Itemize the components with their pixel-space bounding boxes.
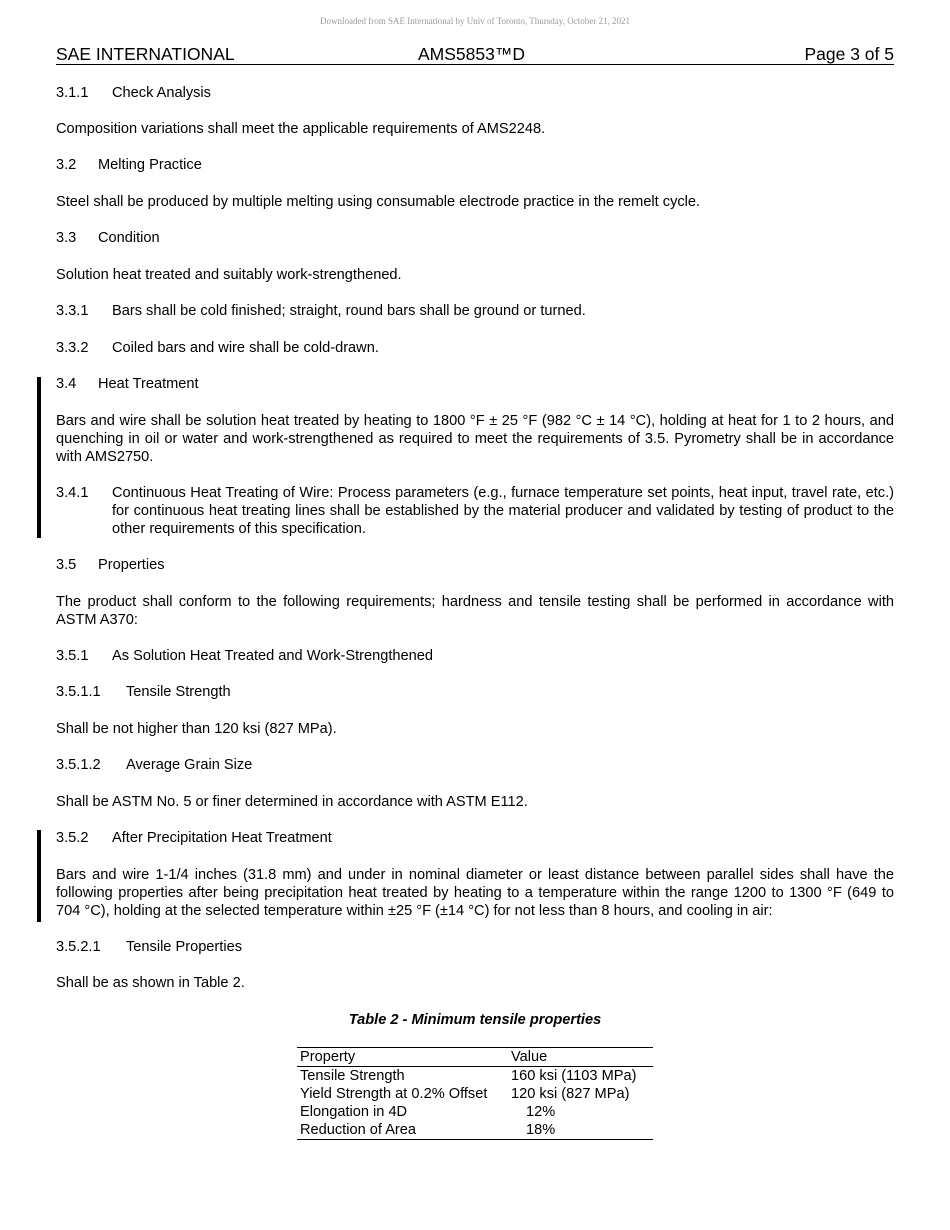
section-number: 3.3 (56, 230, 77, 246)
section-number: 3.5.2 (56, 830, 89, 846)
table-cell: Yield Strength at 0.2% Offset (300, 1086, 488, 1102)
section-title: Tensile Properties (126, 939, 242, 955)
table-row (297, 1067, 653, 1086)
section-number: 3.4 (56, 376, 77, 392)
paragraph-text: Continuous Heat Treating of Wire: Process parameters (e.g., furnace temperature set points, heat input, travel rate, etc.) for continuous heat treating lines shall be established by the material producer and validated by testing of product to the other requirements of this specification. (112, 485, 894, 537)
table-row (297, 1121, 653, 1140)
section-title: As Solution Heat Treated and Work-Strengthened (112, 648, 433, 664)
section-number: 3.5 (56, 557, 77, 573)
table-header-cell: Value (508, 1048, 653, 1067)
section-number: 3.2 (56, 157, 77, 173)
paragraph: Bars and wire shall be solution heat treated by heating to 1800 °F ± 25 °F (982 °C ± 14 °C), holding at heat for 1 to 2 hours, and quenching in oil or water and work-strengthened as required to meet the requirements of 3.5. Pyrometry shall be in accordance with AMS2750. (56, 413, 894, 465)
header-org: SAE INTERNATIONAL (56, 44, 235, 64)
section-heading (56, 829, 332, 847)
section-title: Average Grain Size (126, 757, 253, 773)
table-header-cell: Property (297, 1048, 508, 1067)
revision-bar (37, 830, 41, 922)
section-number: 3.5.1.2 (56, 757, 101, 773)
table-cell: 18% (508, 1121, 653, 1140)
table-cell: 160 ksi (1103 MPa) (511, 1068, 637, 1084)
section-number: 3.5.1 (56, 648, 89, 664)
section-number: 3.1.1 (56, 85, 89, 101)
section-title: Condition (98, 230, 160, 246)
paragraph: The product shall conform to the following requirements; hardness and tensile testing shall be performed in accordance with ASTM A370: (56, 594, 894, 628)
paragraph: Composition variations shall meet the applicable requirements of AMS2248. (56, 121, 546, 137)
section-heading (56, 302, 586, 320)
page-header (56, 44, 894, 65)
paragraph: Bars and wire 1-1/4 inches (31.8 mm) and under in nominal diameter or least distance between parallel sides shall have the following properties after being precipitation heat treated by heating to a temperature within the range 1200 to 1300 °F (649 to 704 °C), holding at the selected temperature within ±25 °F (±14 °C) for not less than 8 hours, and cooling in air: (56, 867, 894, 919)
section-number: 3.5.1.1 (56, 684, 101, 700)
section-title: After Precipitation Heat Treatment (112, 830, 332, 846)
tensile-properties-table (297, 1047, 653, 1140)
table-row (297, 1085, 653, 1103)
table-cell: Reduction of Area (297, 1121, 508, 1140)
section-heading (56, 156, 202, 174)
section-heading (56, 938, 242, 956)
section-heading (56, 339, 379, 357)
header-doc-id: AMS5853™D (418, 44, 525, 64)
paragraph: Shall be not higher than 120 ksi (827 MPa). (56, 721, 337, 737)
section-number: 3.4.1 (56, 485, 89, 501)
section-number: 3.3.1 (56, 303, 89, 319)
section-title: Bars shall be cold finished; straight, round bars shall be ground or turned. (112, 303, 586, 319)
table-caption: Table 2 - Minimum tensile properties (348, 1012, 602, 1028)
paragraph: Solution heat treated and suitably work-strengthened. (56, 267, 402, 283)
table-cell: Tensile Strength (300, 1068, 405, 1084)
section-title: Heat Treatment (98, 376, 199, 392)
section-title: Check Analysis (112, 85, 211, 101)
section-heading (56, 647, 433, 665)
section-heading (56, 556, 165, 574)
numbered-paragraph (56, 484, 894, 538)
paragraph: Steel shall be produced by multiple melting using consumable electrode practice in the remelt cycle. (56, 194, 701, 210)
section-title: Properties (98, 557, 165, 573)
table-cell: 12% (526, 1104, 556, 1120)
section-heading (56, 683, 231, 701)
section-heading (56, 229, 160, 247)
section-title: Coiled bars and wire shall be cold-drawn. (112, 340, 379, 356)
table-row (297, 1103, 653, 1121)
section-title: Tensile Strength (126, 684, 231, 700)
paragraph: Shall be ASTM No. 5 or finer determined in accordance with ASTM E112. (56, 794, 528, 810)
header-page-number: Page 3 of 5 (804, 44, 894, 64)
section-title: Melting Practice (98, 157, 202, 173)
section-heading (56, 756, 252, 774)
revision-bar (37, 377, 41, 538)
table-cell: 120 ksi (827 MPa) (511, 1086, 630, 1102)
section-number: 3.5.2.1 (56, 939, 101, 955)
section-heading (56, 84, 211, 102)
table-header-row (297, 1048, 653, 1067)
section-number: 3.3.2 (56, 340, 89, 356)
paragraph: Shall be as shown in Table 2. (56, 975, 245, 991)
table-cell: Elongation in 4D (300, 1104, 408, 1120)
download-watermark: Downloaded from SAE International by Univ of Toronto, Thursday, October 21, 2021 (320, 16, 630, 26)
section-heading (56, 375, 199, 393)
